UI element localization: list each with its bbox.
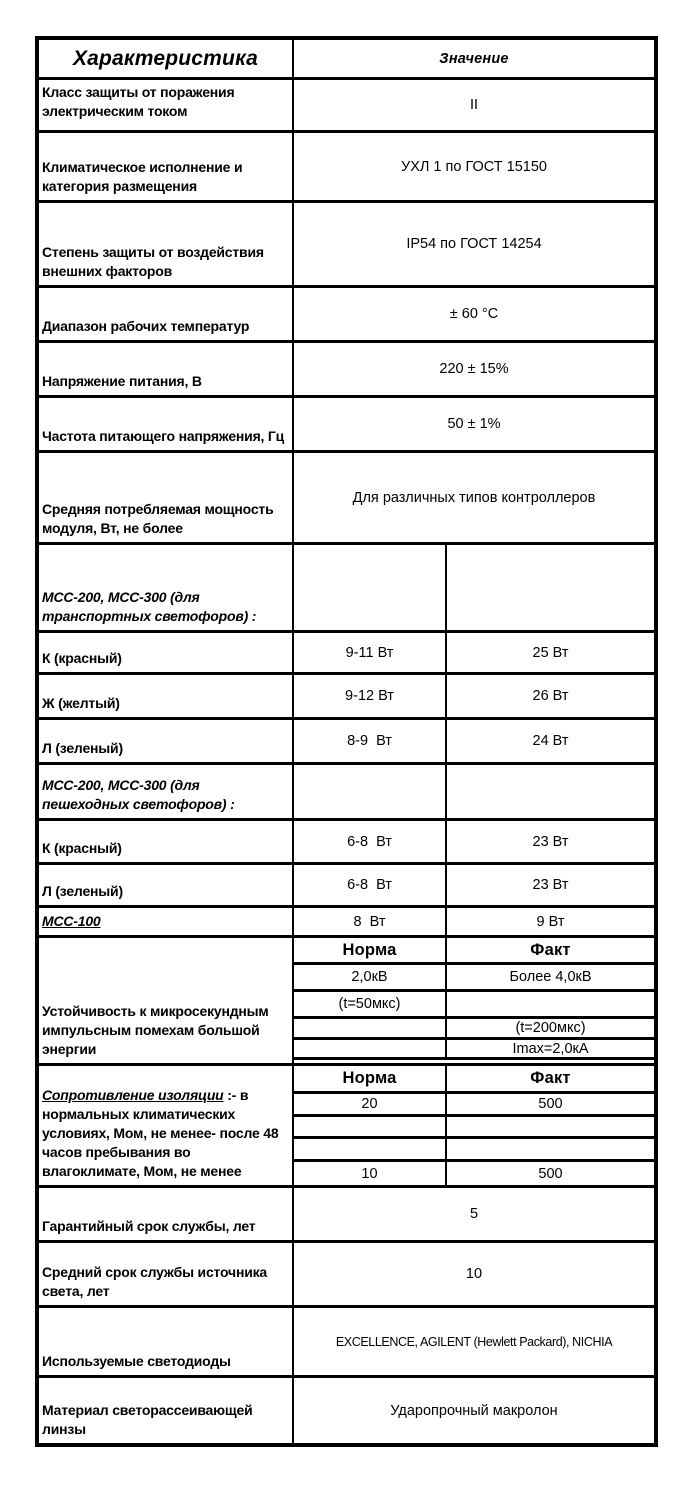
value-cell — [292, 203, 654, 285]
subrow-left-cell — [294, 1094, 445, 1114]
characteristic-label-part: Класс защиты от поражения электрическим током — [42, 84, 235, 119]
table-row — [39, 542, 654, 630]
value-text: 25 Вт — [532, 644, 569, 661]
split-left-cell — [294, 545, 445, 630]
split-left-cell — [294, 865, 445, 905]
table-header-row — [39, 40, 654, 77]
characteristic-label-part: Л (зеленый) — [42, 740, 123, 756]
table-row — [39, 672, 654, 717]
subrow-right-cell — [445, 965, 654, 989]
characteristic-label-part: Гарантийный срок службы, лет — [42, 1218, 256, 1234]
value-cell-split — [292, 821, 654, 862]
value-text: 23 Вт — [532, 877, 569, 893]
value-text: ± 60 °C — [449, 306, 499, 322]
value-cell-split — [292, 720, 654, 762]
value-text: IP54 по ГОСТ 14254 — [406, 236, 542, 252]
characteristic-label-part: Ж (желтый) — [42, 695, 120, 711]
subtable-header-row — [294, 938, 654, 962]
characteristic-cell — [39, 1378, 292, 1443]
table-row — [39, 818, 654, 862]
value-text: 500 — [538, 1165, 563, 1182]
subrow-right-cell — [445, 1162, 654, 1185]
characteristic-cell — [39, 80, 292, 130]
value-text: Более 4,0кВ — [509, 969, 592, 985]
characteristic-label — [42, 158, 286, 196]
value-cell — [292, 133, 654, 200]
characteristic-cell — [39, 133, 292, 200]
table-row — [39, 717, 654, 762]
characteristic-label-part: Устойчивость к микросекундным импульсным помехам большой энергии — [42, 1003, 269, 1057]
value-text: Imax=2,0кА — [512, 1040, 589, 1057]
subrow-right-cell — [445, 1066, 654, 1091]
value-text: 9-12 Вт — [345, 688, 394, 704]
characteristic-cell — [39, 821, 292, 862]
table-row — [39, 762, 654, 818]
value-cell — [292, 1308, 654, 1375]
value-text: Ударопрочный макролон — [390, 1402, 558, 1419]
characteristic-cell — [39, 398, 292, 450]
value-cell-split — [292, 545, 654, 630]
subtable-row — [294, 1136, 654, 1159]
table-row — [39, 905, 654, 935]
header-characteristic-cell — [39, 40, 292, 77]
table-row — [39, 200, 654, 285]
characteristic-label-part: К (красный) — [42, 840, 122, 856]
value-text: Факт — [530, 940, 571, 959]
characteristic-label — [42, 1086, 286, 1181]
value-text: 8 Вт — [353, 913, 386, 930]
split-left-cell — [294, 821, 445, 862]
subtable-row — [294, 1091, 654, 1114]
subrow-right-cell — [445, 1117, 654, 1136]
split-left-cell — [294, 675, 445, 717]
characteristic-label-part: МСС-200, МСС-300 (для пешеходных светофоров) : — [42, 777, 235, 812]
value-text: Норма — [342, 940, 397, 959]
subrow-left-cell — [294, 938, 445, 962]
characteristic-label-part: Средний срок службы источника света, лет — [42, 1264, 268, 1299]
table-row — [39, 630, 654, 672]
characteristic-label — [42, 500, 286, 538]
value-text: 6-8 Вт — [347, 833, 392, 850]
characteristic-label — [42, 588, 286, 626]
characteristic-cell — [39, 203, 292, 285]
value-cell-split — [292, 908, 654, 935]
value-cell-split — [292, 675, 654, 717]
value-cell-split — [292, 865, 654, 905]
characteristic-label — [42, 739, 123, 758]
value-text: 5 — [469, 1206, 479, 1222]
spec-table — [35, 36, 658, 1447]
header-value-cell — [292, 40, 654, 77]
characteristic-cell — [39, 1243, 292, 1305]
subrow-left-cell — [294, 1066, 445, 1091]
split-left-cell — [294, 720, 445, 762]
table-row — [39, 935, 654, 1063]
subtable-row — [294, 962, 654, 989]
subrow-left-cell — [294, 965, 445, 989]
characteristic-label-part: Сопротивление изоляции — [42, 1087, 224, 1103]
table-row — [39, 1063, 654, 1185]
split-left-cell — [294, 765, 445, 818]
characteristic-label — [42, 243, 286, 281]
split-right-cell — [445, 865, 654, 905]
table-row — [39, 395, 654, 450]
subrow-right-cell — [445, 992, 654, 1016]
subrow-left-cell — [294, 1040, 445, 1057]
subrow-right-cell — [445, 1040, 654, 1057]
characteristic-label — [42, 1002, 286, 1059]
characteristic-cell — [39, 675, 292, 717]
characteristic-cell — [39, 720, 292, 762]
characteristic-label-part: Климатическое исполнение и категория размещения — [42, 159, 243, 194]
subrow-left-cell — [294, 992, 445, 1016]
characteristic-cell — [39, 633, 292, 672]
value-text: Факт — [530, 1069, 571, 1087]
table-row — [39, 1185, 654, 1240]
characteristic-label — [42, 1401, 286, 1439]
split-right-cell — [445, 720, 654, 762]
table-row — [39, 1375, 654, 1443]
characteristic-label-part: Л (зеленый) — [42, 883, 123, 899]
value-text: 6-8 Вт — [347, 877, 392, 893]
value-text: 8-9 Вт — [347, 733, 392, 749]
characteristic-label — [42, 1352, 231, 1371]
value-text: 2,0кВ — [351, 969, 388, 985]
split-right-cell — [445, 633, 654, 672]
characteristic-label-part: Диапазон рабочих температур — [42, 318, 250, 334]
characteristic-cell — [39, 908, 292, 935]
split-right-cell — [445, 908, 654, 935]
split-left-cell — [294, 633, 445, 672]
value-text: УХЛ 1 по ГОСТ 15150 — [401, 158, 547, 175]
value-cell — [292, 1188, 654, 1240]
characteristic-label-part: Частота питающего напряжения, Гц — [42, 428, 285, 444]
characteristic-label-part: Напряжение питания, В — [42, 373, 202, 389]
value-subtable — [292, 938, 654, 1063]
split-right-cell — [445, 765, 654, 818]
characteristic-label-part: :- в нормальных климатических условиях, Мом, не менее- после 48 часов пребывания во влагоклимате, Мом, не менее — [42, 1087, 279, 1179]
value-cell — [292, 398, 654, 450]
subtable-row — [294, 1016, 654, 1037]
subrow-right-cell — [445, 1139, 654, 1159]
characteristic-label — [42, 694, 120, 713]
value-text: 20 — [361, 1096, 378, 1112]
subrow-right-cell — [445, 1019, 654, 1037]
value-text: 23 Вт — [532, 833, 569, 850]
value-cell — [292, 80, 654, 130]
value-text: (t=50мкс) — [338, 996, 401, 1012]
table-row — [39, 862, 654, 905]
subtable-row — [294, 989, 654, 1016]
subtable-row — [294, 1114, 654, 1136]
subrow-left-cell — [294, 1117, 445, 1136]
split-right-cell — [445, 675, 654, 717]
characteristic-label-part: МСС-100 — [42, 913, 101, 929]
table-row — [39, 77, 654, 130]
subtable-row — [294, 1159, 654, 1185]
value-text: Для различных типов контроллеров — [352, 489, 596, 506]
value-cell-split — [292, 765, 654, 818]
value-text: 50 ± 1% — [447, 416, 501, 432]
characteristic-label — [42, 1263, 286, 1301]
table-row — [39, 340, 654, 395]
characteristic-label — [42, 839, 122, 858]
header-characteristic-label: Характеристика — [72, 46, 259, 70]
characteristic-label-part: Степень защиты от воздействия внешних факторов — [42, 244, 264, 279]
value-text: 220 ± 15% — [439, 361, 509, 377]
value-text: II — [469, 97, 479, 113]
characteristic-label-part: МСС-200, МСС-300 (для транспортных светофоров) : — [42, 589, 257, 624]
characteristic-label — [42, 912, 101, 931]
characteristic-cell — [39, 938, 292, 1063]
characteristic-cell — [39, 453, 292, 542]
value-text: 9 Вт — [536, 913, 565, 930]
characteristic-cell — [39, 288, 292, 340]
characteristic-label-part: Используемые светодиоды — [42, 1353, 231, 1369]
value-cell — [292, 1243, 654, 1305]
subtable-header-row — [294, 1066, 654, 1091]
subrow-left-cell — [294, 1019, 445, 1037]
value-text: 10 — [361, 1165, 378, 1182]
characteristic-label — [42, 776, 286, 814]
characteristic-label — [42, 83, 286, 121]
table-row — [39, 450, 654, 542]
table-row — [39, 285, 654, 340]
value-text: EXCELLENCE, AGILENT (Hewlett Packard), NICHIA — [335, 1334, 613, 1349]
value-cell — [292, 288, 654, 340]
split-right-cell — [445, 821, 654, 862]
value-cell — [292, 343, 654, 395]
value-text: Норма — [342, 1069, 397, 1087]
subrow-right-cell — [445, 938, 654, 962]
table-row — [39, 1240, 654, 1305]
value-text: (t=200мкс) — [515, 1020, 586, 1036]
characteristic-cell — [39, 1308, 292, 1375]
characteristic-cell — [39, 1066, 292, 1185]
value-cell — [292, 1378, 654, 1443]
characteristic-cell — [39, 1188, 292, 1240]
value-text: 9-11 Вт — [345, 644, 394, 661]
characteristic-cell — [39, 865, 292, 905]
subrow-right-cell — [445, 1094, 654, 1114]
value-text: 500 — [538, 1096, 563, 1112]
table-row — [39, 1305, 654, 1375]
value-cell — [292, 453, 654, 542]
subrow-left-cell — [294, 1139, 445, 1159]
characteristic-label — [42, 427, 284, 446]
characteristic-cell — [39, 765, 292, 818]
characteristic-cell — [39, 545, 292, 630]
table-row — [39, 130, 654, 200]
characteristic-label — [42, 1217, 255, 1236]
characteristic-label-part: Материал светорассеивающей линзы — [42, 1402, 253, 1437]
characteristic-label — [42, 372, 202, 391]
subtable-row — [294, 1037, 654, 1060]
characteristic-label — [42, 317, 249, 336]
characteristic-cell — [39, 343, 292, 395]
value-cell-split — [292, 633, 654, 672]
value-text: 24 Вт — [532, 733, 569, 749]
value-text: 10 — [465, 1266, 483, 1282]
split-right-cell — [445, 545, 654, 630]
characteristic-label — [42, 882, 123, 901]
split-left-cell — [294, 908, 445, 935]
characteristic-label — [42, 649, 122, 668]
characteristic-label-part: Средняя потребляемая мощность модуля, Вт, не более — [42, 501, 274, 536]
value-text: 26 Вт — [532, 688, 569, 704]
subrow-left-cell — [294, 1162, 445, 1185]
characteristic-label-part: К (красный) — [42, 650, 122, 666]
header-value-label: Значение — [439, 50, 509, 67]
value-subtable — [292, 1066, 654, 1185]
